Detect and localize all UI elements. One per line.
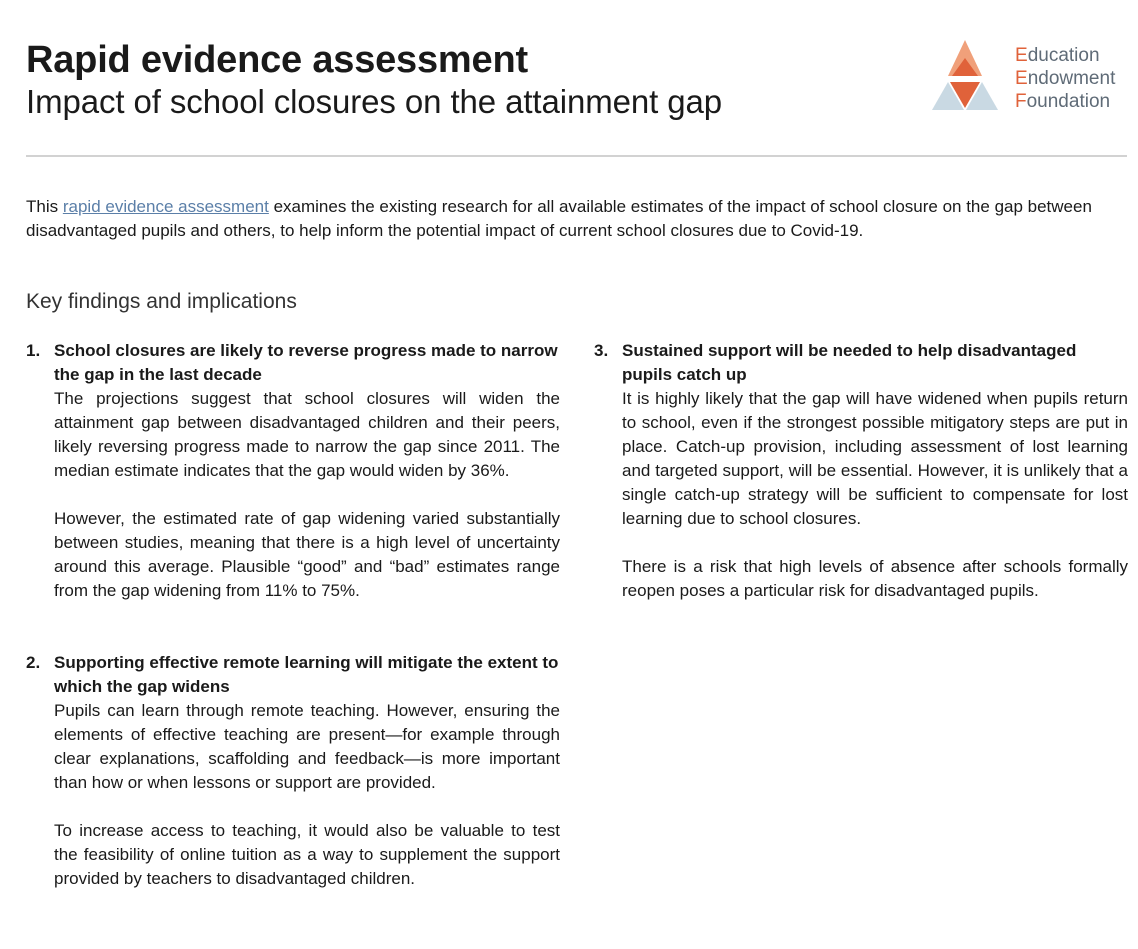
document-title: Rapid evidence assessment [26, 39, 528, 81]
logo-wordmark [1015, 44, 1115, 113]
finding-paragraph: To increase access to teaching, it would also be valuable to test the feasibility of online tuition as a way to supplement the support provided by teachers to disadvantaged children. [54, 821, 560, 888]
finding-number: 1. [26, 341, 41, 360]
finding-number: 2. [26, 653, 41, 672]
logo-line-endowment: Endowment [1015, 68, 1116, 89]
finding-paragraph: The projections suggest that school closures will widen the attainment gap between disadvantaged children and their peers, likely reversing progress made to narrow the gap since 2011. The median estimate indicates that the gap would widen by 36%. [54, 389, 560, 480]
finding-number: 3. [594, 341, 609, 360]
section-heading-key-findings: Key findings and implications [26, 290, 297, 313]
logo-line-foundation: Foundation [1015, 91, 1111, 112]
finding-paragraph: However, the estimated rate of gap widening varied substantially between studies, meaning that there is a high level of uncertainty around this average. Plausible “good” and “bad” estimates range from the gap widening from 11% to 75%. [54, 509, 560, 600]
finding-paragraph: Pupils can learn through remote teaching. However, ensuring the elements of effective teaching are present—for example through clear explanations, scaffolding and feedback—is more important than how or when lessons or support are provided. [54, 701, 560, 792]
intro-paragraph: This rapid evidence assessment examines the existing research for all available estimates of the impact of school closure on the gap between disadvantaged pupils and others, to help inform the potential impact of current school closures due to Covid-19. [26, 197, 1092, 240]
finding-paragraph: It is highly likely that the gap will have widened when pupils return to school, even if the strongest possible mitigatory steps are put in place. Catch-up provision, including assessment of lost learning and targeted support, will be essential. However, it is unlikely that a single catch-up strategy will be sufficient to compensate for lost learning due to school closures. [622, 389, 1128, 528]
logo-line-education: Education [1015, 45, 1100, 66]
rapid-evidence-assessment-link[interactable]: rapid evidence assessment [62, 197, 269, 216]
finding-title: School closures are likely to reverse progress made to narrow the gap in the last decade [54, 341, 558, 384]
finding-title: Sustained support will be needed to help disadvantaged pupils catch up [622, 341, 1077, 384]
document-header [26, 38, 806, 122]
header-divider [26, 155, 1127, 157]
finding-paragraph: There is a risk that high levels of absence after schools formally reopen poses a particular risk for disadvantaged pupils. [622, 557, 1128, 600]
eef-logo-icon [930, 38, 1010, 118]
finding-title: Supporting effective remote learning will mitigate the extent to which the gap widens [54, 653, 559, 696]
document-subtitle: Impact of school closures on the attainment gap [26, 83, 723, 120]
eef-logo [930, 38, 1130, 118]
